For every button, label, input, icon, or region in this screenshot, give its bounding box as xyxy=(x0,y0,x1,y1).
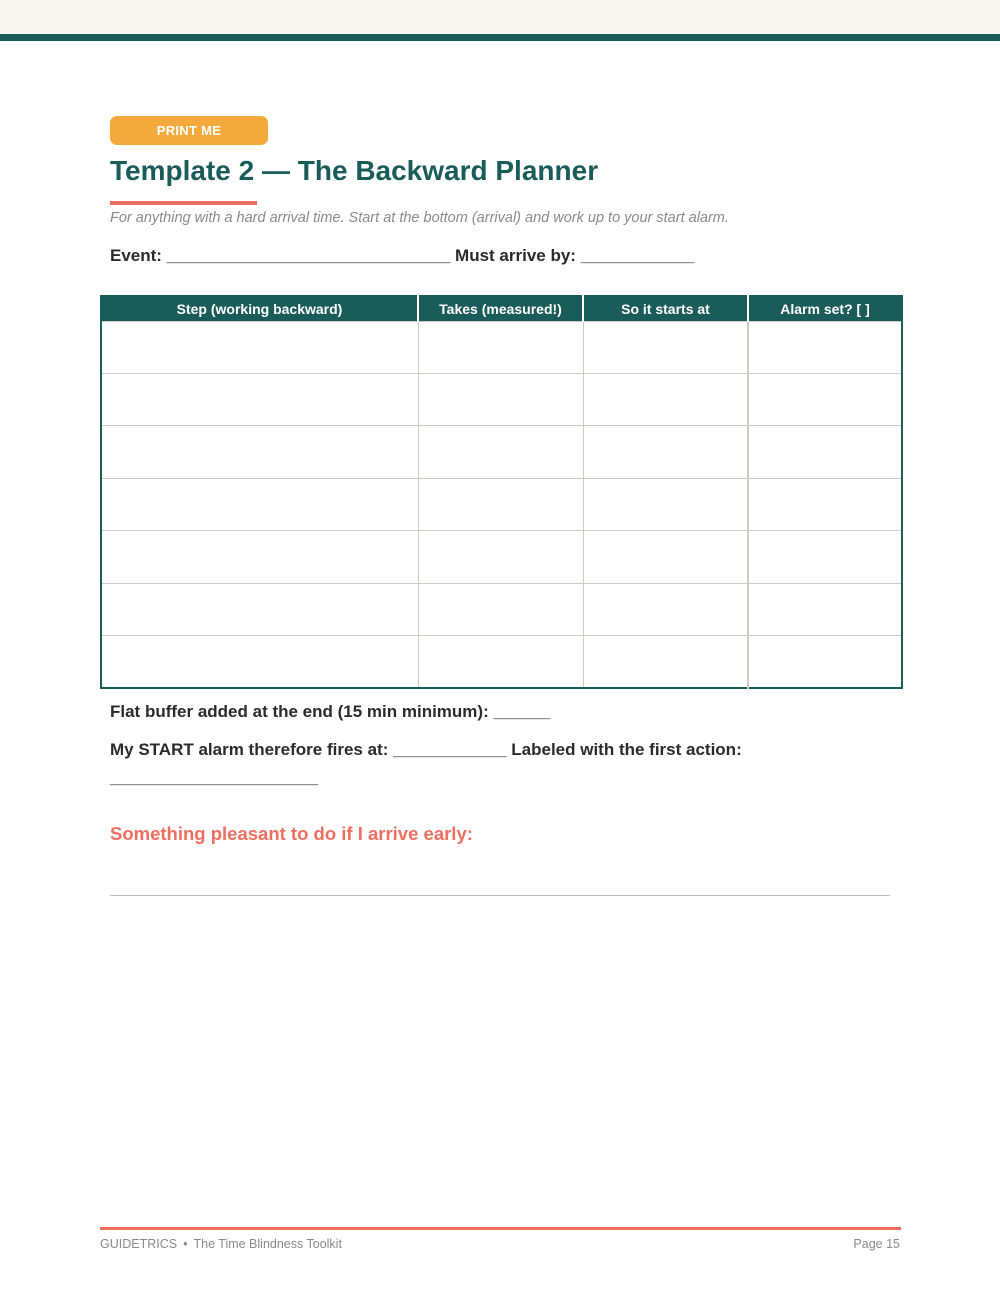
column-header-alarm: Alarm set? [ ] xyxy=(748,296,902,321)
table-row xyxy=(101,321,902,373)
top-rule xyxy=(0,34,1000,41)
column-header-step: Step (working backward) xyxy=(101,296,418,321)
column-header-takes: Takes (measured!) xyxy=(418,296,583,321)
early-arrival-write-line xyxy=(110,895,890,896)
table-header-row xyxy=(101,296,902,321)
takes-cell xyxy=(418,478,583,530)
alarm-cell xyxy=(748,321,902,373)
start-alarm-line: My START alarm therefore fires at: ____________ Labeled with the first action: xyxy=(110,740,742,759)
column-header-starts-at: So it starts at xyxy=(583,296,748,321)
alarm-cell xyxy=(748,478,902,530)
starts-at-cell xyxy=(583,478,748,530)
takes-cell xyxy=(418,636,583,688)
takes-cell xyxy=(418,321,583,373)
table-row xyxy=(101,531,902,583)
footer-rule xyxy=(100,1227,901,1230)
step-cell xyxy=(101,583,418,635)
step-cell xyxy=(101,636,418,688)
table-row xyxy=(101,636,902,688)
footer-book-title: The Time Blindness Toolkit xyxy=(193,1237,342,1251)
table-row xyxy=(101,373,902,425)
alarm-cell xyxy=(748,373,902,425)
step-cell xyxy=(101,321,418,373)
title-underline xyxy=(110,201,257,205)
early-arrival-heading: Something pleasant to do if I arrive early: xyxy=(110,823,473,844)
starts-at-cell xyxy=(583,636,748,688)
backward-planner-table xyxy=(100,295,903,689)
step-cell xyxy=(101,373,418,425)
step-cell xyxy=(101,478,418,530)
table-row xyxy=(101,583,902,635)
page-title: Template 2 — The Backward Planner xyxy=(110,155,599,186)
takes-cell xyxy=(418,373,583,425)
alarm-cell xyxy=(748,583,902,635)
starts-at-cell xyxy=(583,531,748,583)
page-number: Page 15 xyxy=(853,1237,900,1251)
alarm-cell xyxy=(748,426,902,478)
takes-cell xyxy=(418,583,583,635)
alarm-cell xyxy=(748,636,902,688)
starts-at-cell xyxy=(583,426,748,478)
table-row xyxy=(101,478,902,530)
print-me-badge: PRINT ME xyxy=(110,116,268,145)
buffer-line: Flat buffer added at the end (15 min minimum): ______ xyxy=(110,702,551,721)
start-alarm-blank: ______________________ xyxy=(110,768,319,787)
starts-at-cell xyxy=(583,583,748,635)
takes-cell xyxy=(418,531,583,583)
footer-separator: • xyxy=(183,1237,188,1251)
alarm-cell xyxy=(748,531,902,583)
footer-source xyxy=(100,1237,342,1251)
step-cell xyxy=(101,426,418,478)
footer-brand: GUIDETRICS xyxy=(100,1237,178,1251)
top-band xyxy=(0,0,1000,34)
starts-at-cell xyxy=(583,321,748,373)
event-line: Event: ______________________________ Must arrive by: ____________ xyxy=(110,246,695,265)
takes-cell xyxy=(418,426,583,478)
starts-at-cell xyxy=(583,373,748,425)
page-subtitle: For anything with a hard arrival time. Start at the bottom (arrival) and work up to your start alarm. xyxy=(110,210,729,226)
step-cell xyxy=(101,531,418,583)
table-row xyxy=(101,426,902,478)
